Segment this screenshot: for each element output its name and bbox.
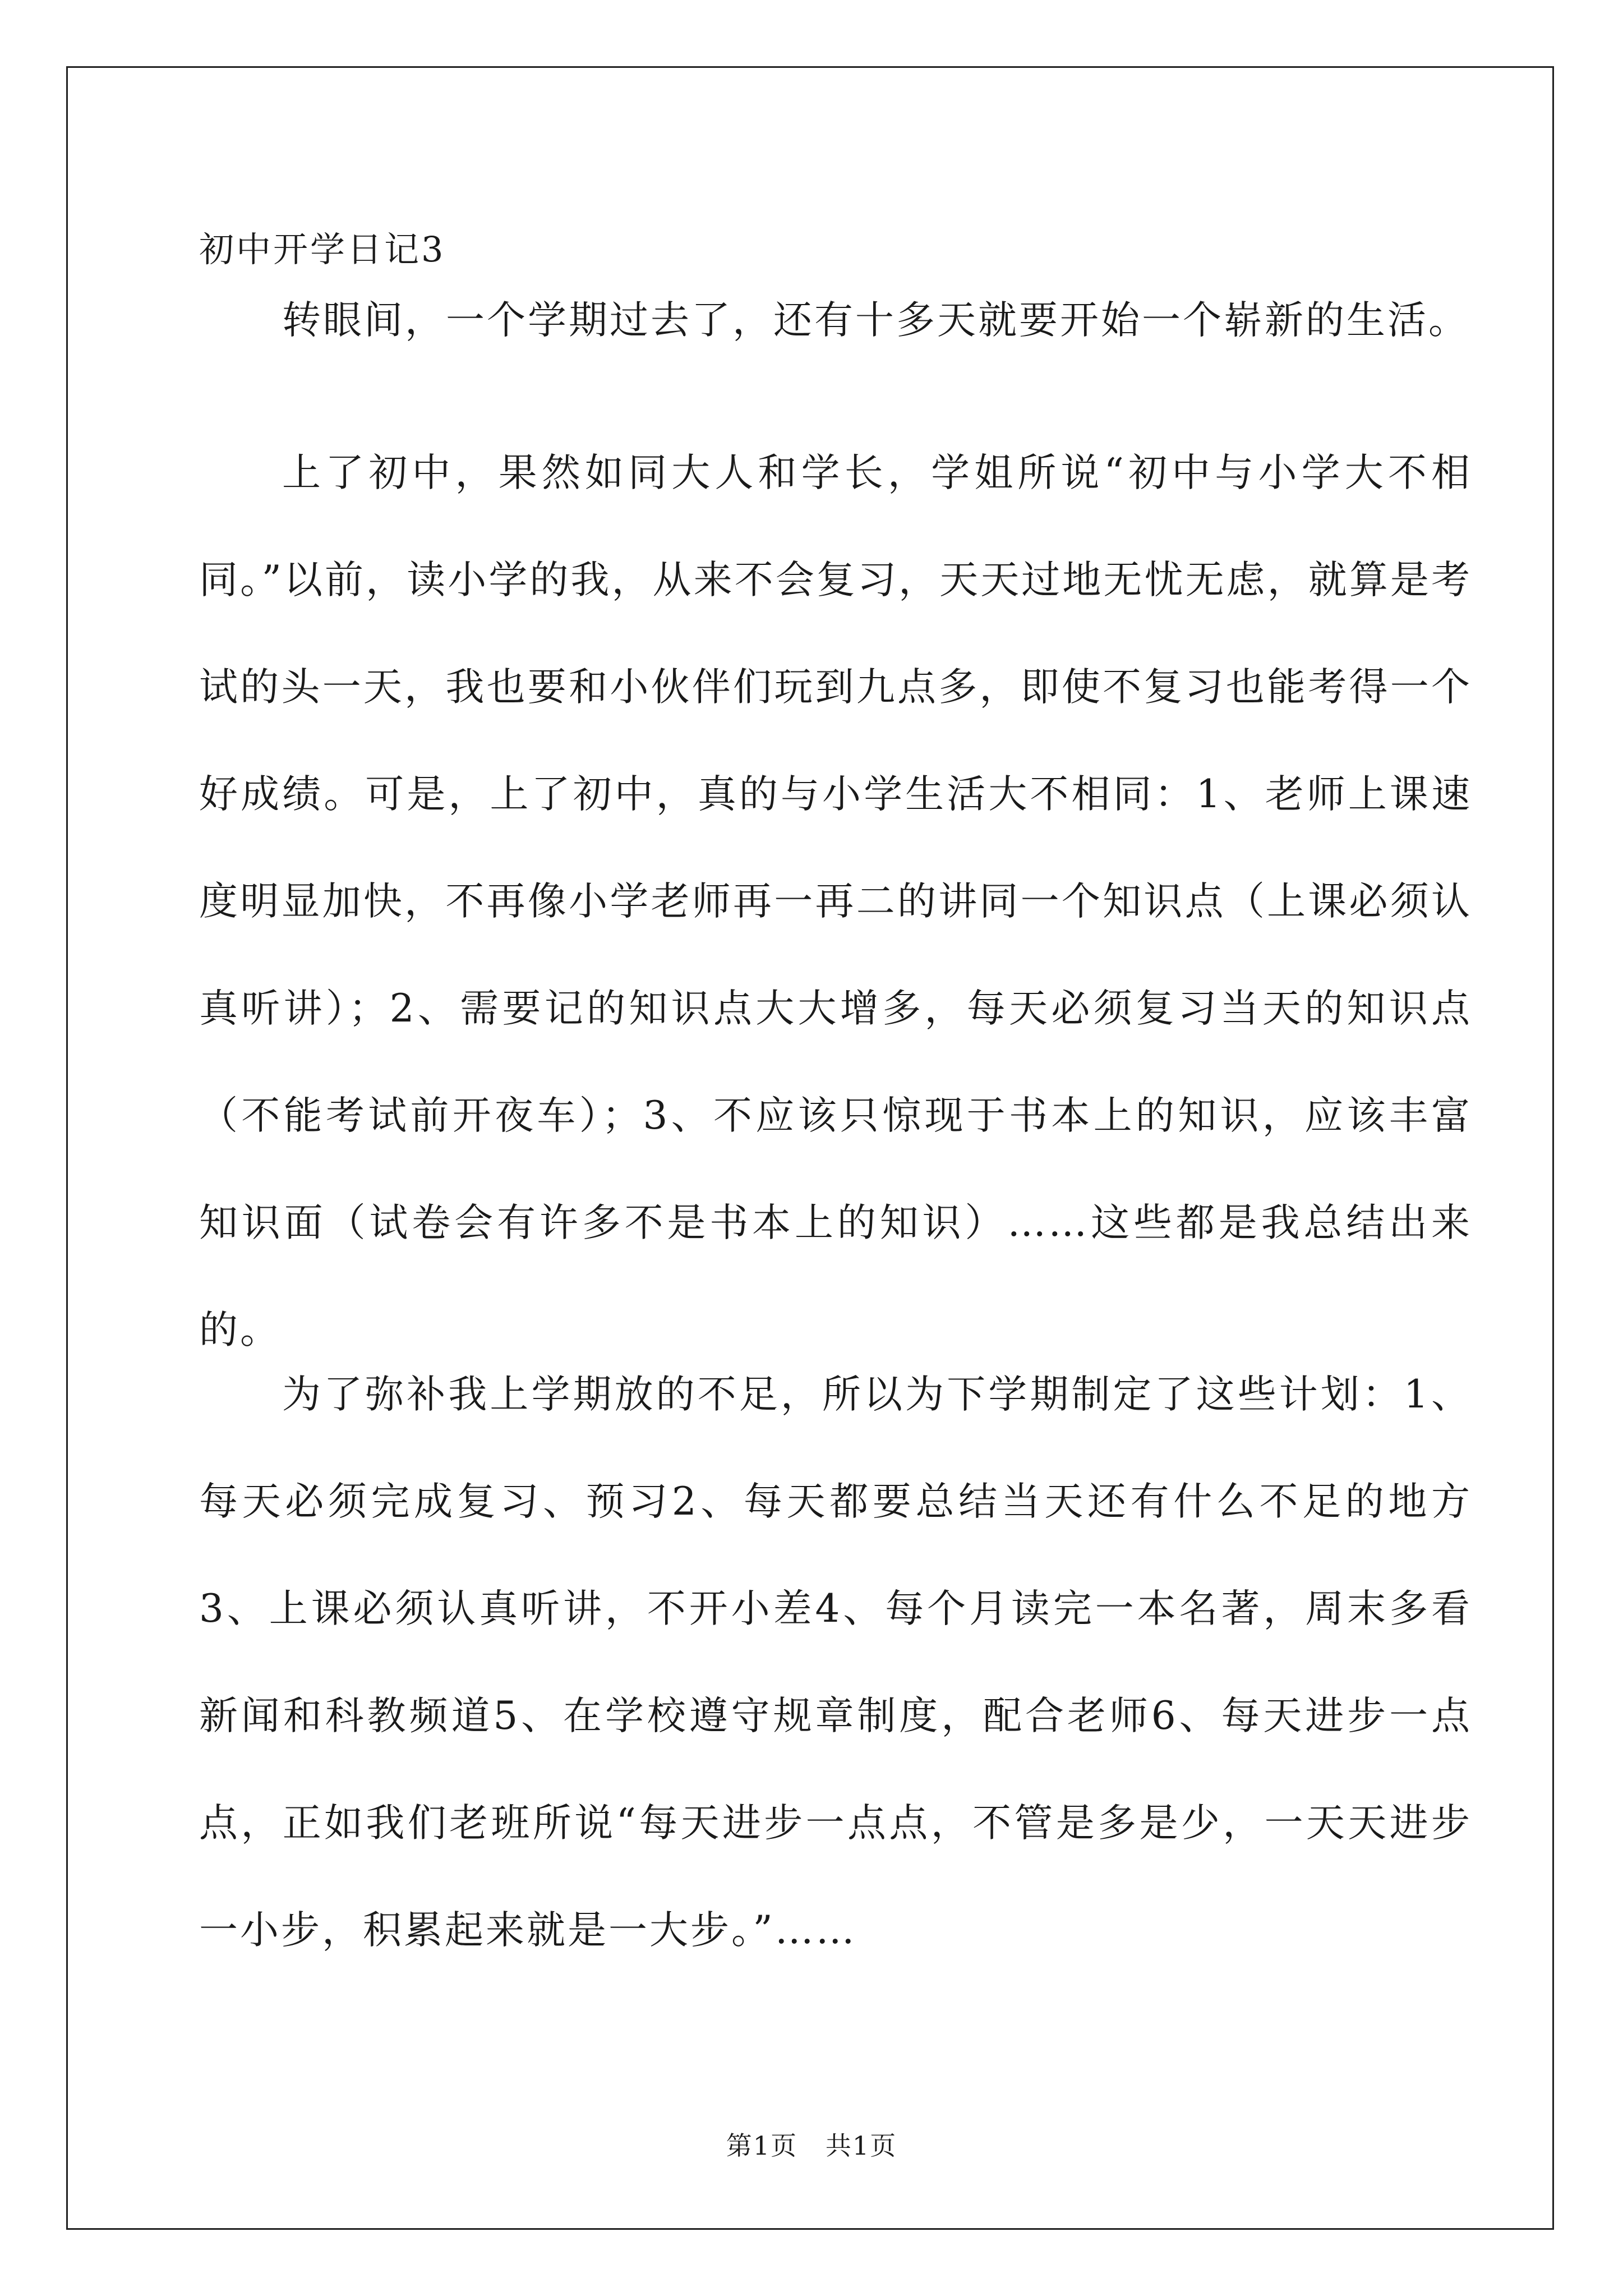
page-footer: 第1页 共1页 — [726, 2131, 897, 2161]
document-title: 初中开学日记3 — [199, 229, 446, 270]
paragraph-2: 上了初中，果然如同大人和学长，学姐所说“初中与小学大不相同。”以前，读小学的我，从来不会复习，天天过地无忧无虑，就算是考试的头一天，我也要和小伙伴们玩到九点多，即使不复习也能考得一个好成绩。可是，上了初中，真的与小学生活大不相同：1、老师上课速度明显加快，不再像小学老师再一再二的讲同一个知识点（上课必须认真听讲）；2、需要记的知识点大大增多，每天必须复习当天的知识点（不能考试前开夜车）；3、不应该只惊现于书本上的知识，应该丰富知识面（试卷会有许多不是书本上的知识）……这些都是我总结出来的。 — [199, 450, 1472, 1352]
paragraph-3: 为了弥补我上学期放的不足，所以为下学期制定了这些计划：1、每天必须完成复习、预习2、每天都要总结当天还有什么不足的地方3、上课必须认真听讲，不开小差4、每个月读完一本名著，周末多看新闻和科教频道5、在学校遵守规章制度，配合老师6、每天进步一点点，正如我们老班所说“每天进步一点点，不管是多是少，一天天进步一小步，积累起来就是一大步。”…… — [199, 1372, 1472, 1953]
paragraph-1: 转眼间，一个学期过去了，还有十多天就要开始一个崭新的生活。 — [282, 298, 1469, 343]
